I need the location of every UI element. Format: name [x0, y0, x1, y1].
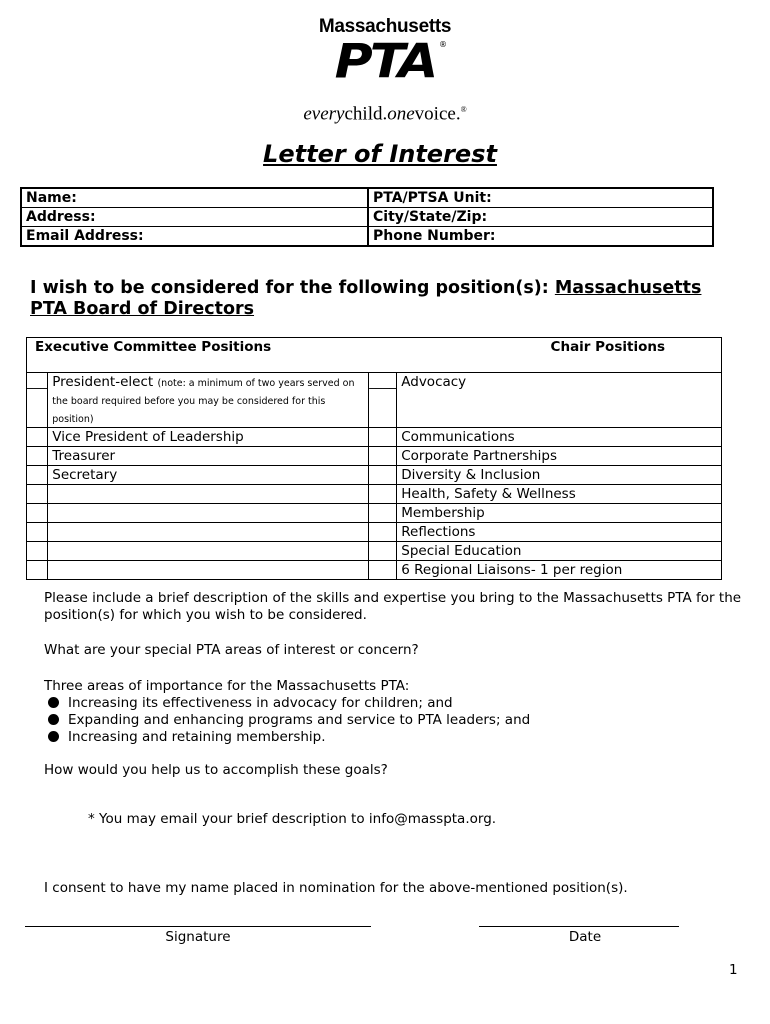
exec-position-cell: [48, 447, 369, 466]
table-row: [27, 561, 722, 580]
exec-position-label: President-elect: [52, 374, 154, 390]
exec-position-label: Treasurer: [52, 448, 116, 464]
exec-checkbox-cell[interactable]: [27, 485, 48, 504]
date-label: Date: [568, 929, 602, 945]
exec-checkbox-cell[interactable]: [27, 447, 48, 466]
table-row: [27, 504, 722, 523]
email-note: * You may email your brief description to info@masspta.org.: [88, 811, 497, 827]
exec-position-cell: [48, 561, 369, 580]
tagline-one: one: [387, 103, 415, 125]
chair-checkbox-cell[interactable]: [369, 466, 397, 485]
exec-checkbox-cell[interactable]: [27, 504, 48, 523]
tagline-voice: voice.: [414, 103, 461, 125]
chair-position-label: Advocacy: [397, 373, 722, 428]
chair-position-label: Special Education: [397, 542, 722, 561]
exec-position-cell: [48, 428, 369, 447]
chair-position-label: Communications: [397, 428, 722, 447]
page-number: 1: [729, 962, 738, 978]
chair-checkbox-cell[interactable]: [369, 485, 397, 504]
signature-label: Signature: [165, 929, 231, 945]
table-row: [27, 428, 722, 447]
exec-checkbox-cell[interactable]: [27, 542, 48, 561]
logo-tagline: [0, 98, 770, 126]
importance-list: [44, 695, 530, 746]
exec-checkbox-cell[interactable]: [27, 561, 48, 580]
chair-checkbox-cell[interactable]: ____: [369, 373, 397, 428]
exec-checkbox-cell[interactable]: ___: [27, 373, 48, 428]
signature-line[interactable]: [25, 926, 371, 927]
chair-position-label: Membership: [397, 504, 722, 523]
chair-position-label: Health, Safety & Wellness: [397, 485, 722, 504]
bullet-icon: [48, 731, 59, 742]
position-statement-prefix: I wish to be considered for the following position(s):: [30, 278, 555, 298]
contact-info-table: [20, 187, 714, 247]
unit-field[interactable]: PTA/PTSA Unit:: [368, 188, 713, 208]
exec-checkbox-cell[interactable]: [27, 466, 48, 485]
page-title: Letter of Interest: [263, 140, 497, 168]
table-row: [27, 485, 722, 504]
positions-header-row: [27, 338, 722, 373]
exec-position-cell: [48, 504, 369, 523]
chair-header: Chair Positions: [550, 339, 665, 355]
exec-position-label: Secretary: [52, 467, 118, 483]
positions-table: [26, 337, 722, 580]
goals-prompt: How would you help us to accomplish these goals?: [44, 762, 388, 778]
chair-checkbox-cell[interactable]: [369, 542, 397, 561]
tagline-registered: ®: [460, 105, 467, 114]
chair-checkbox-cell[interactable]: [369, 561, 397, 580]
position-statement: [30, 278, 730, 320]
chair-checkbox-cell[interactable]: [369, 504, 397, 523]
logo-state-name: Massachusetts: [318, 16, 452, 37]
skills-prompt: Please include a brief description of the skills and expertise you bring to the Massachusetts PTA for the position(s) for which you wish to be considered.: [44, 590, 742, 623]
position-note: (note: a minimum of two years served on the board required before you may be considered for this position): [52, 378, 355, 425]
board-name: Massachusetts PTA Board of Directors: [30, 278, 702, 319]
table-row: [27, 373, 722, 428]
table-row: [27, 466, 722, 485]
bullet-icon: [48, 697, 59, 708]
exec-position-cell: [48, 523, 369, 542]
interest-prompt: What are your special PTA areas of interest or concern?: [44, 642, 419, 658]
exec-checkbox-cell[interactable]: [27, 428, 48, 447]
exec-header: Executive Committee Positions: [35, 339, 272, 355]
exec-position-cell: [48, 466, 369, 485]
chair-position-label: Diversity & Inclusion: [397, 466, 722, 485]
chair-checkbox-cell[interactable]: [369, 428, 397, 447]
city-field[interactable]: City/State/Zip:: [368, 208, 713, 227]
exec-checkbox-cell[interactable]: [27, 523, 48, 542]
chair-position-label: Reflections: [397, 523, 722, 542]
exec-position-cell: [48, 485, 369, 504]
date-line[interactable]: [479, 926, 679, 927]
chair-position-label: Corporate Partnerships: [397, 447, 722, 466]
bullet-icon: [48, 714, 59, 725]
phone-field[interactable]: Phone Number:: [368, 227, 713, 247]
exec-position-cell: [48, 542, 369, 561]
consent-statement: I consent to have my name placed in nomination for the above-mentioned position(s).: [44, 880, 628, 896]
logo-pta: PTA: [334, 35, 436, 89]
list-item: Increasing its effectiveness in advocacy for children; and: [44, 695, 530, 712]
name-field[interactable]: Name:: [21, 188, 368, 208]
address-field[interactable]: Address:: [21, 208, 368, 227]
chair-position-label: 6 Regional Liaisons- 1 per region: [397, 561, 722, 580]
table-row: [27, 523, 722, 542]
list-item: Expanding and enhancing programs and service to PTA leaders; and: [44, 712, 530, 729]
table-row: [27, 542, 722, 561]
logo-registered-mark: ®: [439, 40, 447, 49]
importance-intro: Three areas of importance for the Massachusetts PTA:: [44, 678, 410, 694]
exec-position-label: Vice President of Leadership: [52, 429, 244, 445]
table-row: [27, 447, 722, 466]
email-field[interactable]: Email Address:: [21, 227, 368, 247]
tagline-child: child.: [344, 103, 388, 125]
tagline-every: every: [303, 103, 345, 125]
chair-checkbox-cell[interactable]: [369, 523, 397, 542]
exec-position-cell: [48, 373, 369, 428]
list-item: Increasing and retaining membership.: [44, 729, 530, 746]
chair-checkbox-cell[interactable]: [369, 447, 397, 466]
